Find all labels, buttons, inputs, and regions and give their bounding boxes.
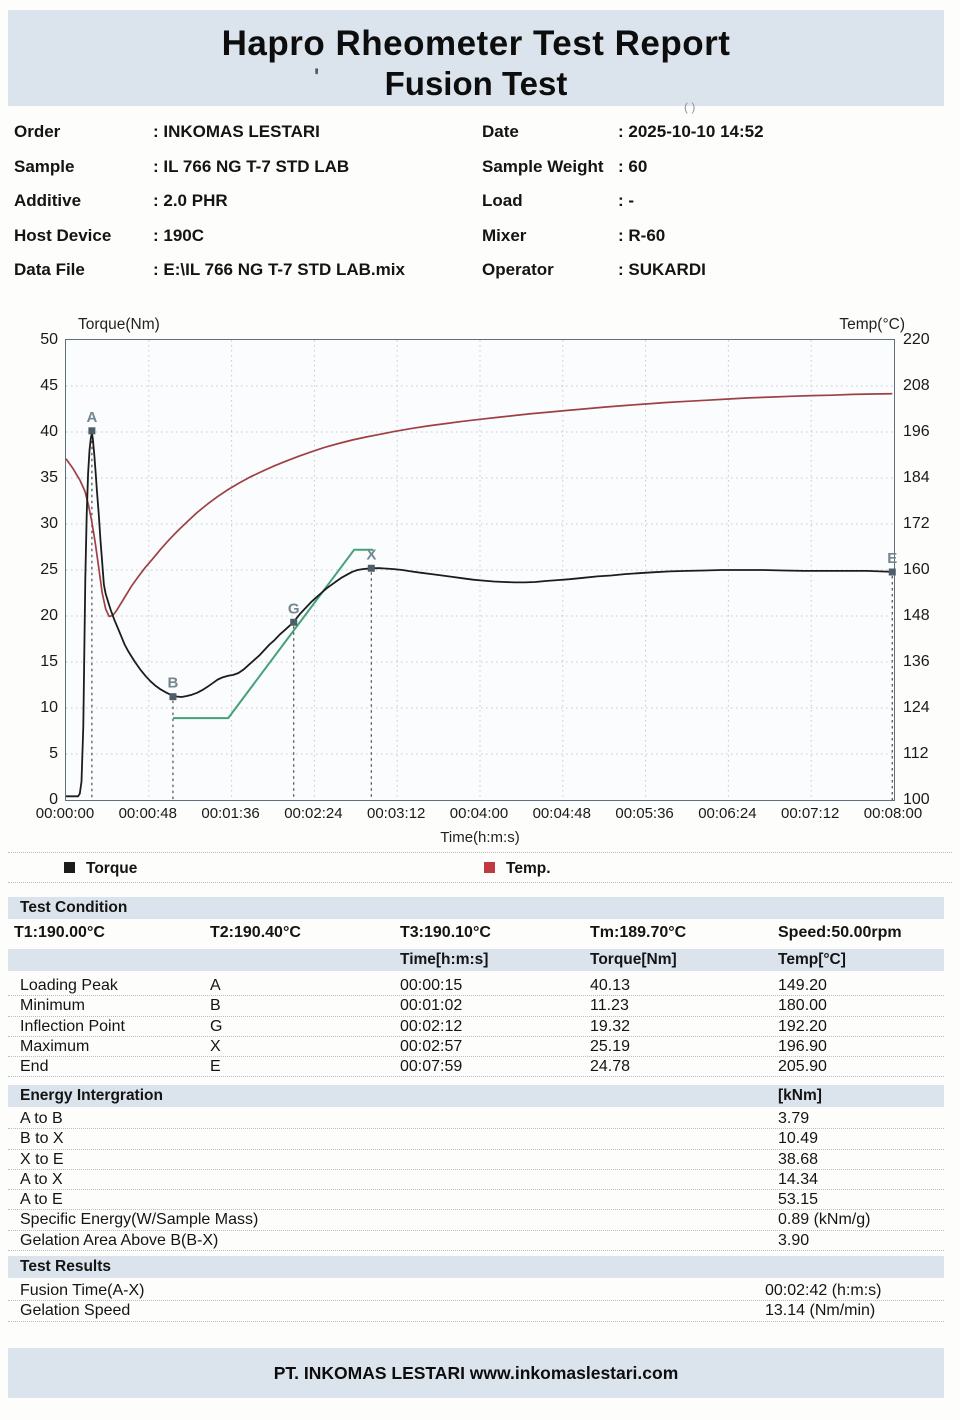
point-label-X: X xyxy=(366,546,377,564)
x-axis-title: Time(h:m:s) xyxy=(440,829,520,846)
point-marker-X xyxy=(368,565,375,572)
col-time: Time[h:m:s] xyxy=(400,951,489,968)
info-field xyxy=(482,226,942,250)
report-title: Hapro Rheometer Test Report xyxy=(221,24,731,63)
right-axis-title: Temp(°C) xyxy=(839,316,905,333)
x-tick: 00:05:36 xyxy=(615,805,674,822)
temp-reading: T2:190.40°C xyxy=(210,924,301,941)
energy-value: 10.49 xyxy=(778,1130,819,1148)
energy-value: 53.15 xyxy=(778,1191,819,1209)
section-header-energy xyxy=(8,1085,944,1107)
right-tick: 184 xyxy=(903,469,930,486)
table-row xyxy=(8,1190,944,1210)
left-axis-title: Torque(Nm) xyxy=(78,316,160,333)
temp-reading: Speed:50.00rpm xyxy=(778,924,902,941)
x-tick: 00:06:24 xyxy=(698,805,757,822)
info-label: Sample xyxy=(14,156,75,176)
left-tick: 40 xyxy=(40,423,58,440)
energy-value: 3.90 xyxy=(778,1231,810,1249)
point-torque: 25.19 xyxy=(590,1037,631,1055)
result-label: Gelation Speed xyxy=(20,1302,131,1320)
point-name: Maximum xyxy=(20,1037,90,1055)
left-tick: 50 xyxy=(40,331,58,348)
section-header-test-results xyxy=(8,1256,944,1278)
footer: PT. INKOMAS LESTARI www.inkomaslestari.com xyxy=(8,1348,944,1398)
col-torque: Torque[Nm] xyxy=(590,951,677,968)
x-tick: 00:00:00 xyxy=(35,805,95,822)
table-row xyxy=(8,1281,944,1301)
right-tick: 208 xyxy=(903,377,930,394)
info-label: Sample Weight xyxy=(482,156,604,176)
info-field xyxy=(482,157,942,181)
point-temp: 149.20 xyxy=(778,977,827,994)
point-label-E: E xyxy=(887,550,898,568)
table-row xyxy=(8,976,944,996)
table-row xyxy=(8,1037,944,1057)
point-torque: 11.23 xyxy=(590,997,629,1015)
temperature-summary-row xyxy=(0,924,960,946)
point-torque: 24.78 xyxy=(590,1058,631,1076)
points-table xyxy=(8,976,944,1077)
table-row xyxy=(8,1301,944,1321)
info-field xyxy=(14,122,474,146)
point-name: End xyxy=(20,1058,49,1076)
point-symbol: B xyxy=(210,997,221,1015)
point-symbol: G xyxy=(210,1017,223,1035)
dotted-separator xyxy=(8,852,952,853)
left-tick: 35 xyxy=(40,469,58,486)
legend-torque-label: Torque xyxy=(86,860,138,877)
info-label: Data File xyxy=(14,260,85,279)
info-value: : E:\IL 766 NG T-7 STD LAB.mix xyxy=(153,260,405,279)
temp-legend-swatch xyxy=(484,862,495,873)
info-field xyxy=(482,122,942,146)
result-value: 00:02:42 (h:m:s) xyxy=(765,1282,882,1299)
series-temp- xyxy=(66,394,892,617)
test-condition-title: Test Condition xyxy=(20,899,128,916)
left-tick: 5 xyxy=(49,745,58,762)
point-time: 00:07:59 xyxy=(400,1058,463,1076)
point-label-B: B xyxy=(167,674,179,692)
energy-label: B to X xyxy=(20,1130,64,1148)
x-tick: 00:04:00 xyxy=(449,805,509,822)
point-symbol: A xyxy=(210,977,221,994)
result-label: Fusion Time(A-X) xyxy=(20,1282,145,1299)
point-name: Minimum xyxy=(20,997,85,1015)
legend-temp-label: Temp. xyxy=(506,860,551,877)
info-value: : IL 766 NG T-7 STD LAB xyxy=(153,156,350,176)
right-tick: 220 xyxy=(903,331,930,348)
info-field xyxy=(482,260,942,284)
plot-area xyxy=(65,339,898,801)
temp-reading: Tm:189.70°C xyxy=(590,924,687,941)
table-row xyxy=(8,1150,944,1170)
energy-label: A to E xyxy=(20,1191,63,1209)
info-label: Additive xyxy=(14,191,82,210)
info-label: Mixer xyxy=(482,225,527,245)
dotted-separator xyxy=(8,882,952,883)
table-row xyxy=(8,1129,944,1149)
energy-value: 0.89 (kNm/g) xyxy=(778,1211,871,1229)
point-name: Inflection Point xyxy=(20,1017,125,1035)
info-label: Operator xyxy=(482,260,554,279)
table-row xyxy=(8,1210,944,1230)
test-results-title: Test Results xyxy=(20,1258,112,1275)
points-table-header xyxy=(8,949,944,971)
right-tick: 172 xyxy=(903,515,930,532)
info-field xyxy=(482,191,942,215)
point-time: 00:01:02 xyxy=(400,997,463,1015)
x-tick: 00:02:24 xyxy=(284,805,343,822)
left-tick: 30 xyxy=(40,515,58,532)
point-name: Loading Peak xyxy=(20,977,118,994)
x-tick: 00:08:00 xyxy=(863,805,923,822)
table-row xyxy=(8,1057,944,1077)
point-symbol: X xyxy=(210,1037,221,1055)
energy-value: 3.79 xyxy=(778,1110,810,1127)
table-row xyxy=(8,1231,944,1251)
right-tick: 112 xyxy=(903,745,929,762)
info-field xyxy=(14,157,474,181)
right-tick: 196 xyxy=(903,423,930,440)
table-row xyxy=(8,1109,944,1129)
left-tick: 10 xyxy=(40,699,58,716)
info-value: : 2025-10-10 14:52 xyxy=(618,122,764,141)
table-row xyxy=(8,1017,944,1037)
left-tick: 25 xyxy=(40,561,58,578)
point-marker-A xyxy=(88,427,95,434)
x-tick: 00:07:12 xyxy=(780,805,840,822)
right-tick: 160 xyxy=(903,561,930,578)
result-value: 13.14 (Nm/min) xyxy=(765,1302,876,1320)
table-row xyxy=(8,996,944,1016)
info-label: Date xyxy=(482,122,519,141)
scan-artifact: ' xyxy=(314,64,320,89)
info-label: Load xyxy=(482,191,523,210)
point-marker-B xyxy=(169,693,176,700)
legend-temp xyxy=(484,860,551,880)
right-tick: 148 xyxy=(903,607,930,624)
point-label-G: G xyxy=(287,600,300,618)
right-tick: 100 xyxy=(903,791,930,808)
energy-label: A to X xyxy=(20,1170,63,1188)
info-value: : INKOMAS LESTARI xyxy=(153,122,320,141)
energy-label: A to B xyxy=(20,1110,63,1127)
energy-value: 38.68 xyxy=(778,1150,819,1168)
energy-unit: [kNm] xyxy=(778,1087,822,1104)
x-tick: 00:01:36 xyxy=(201,805,260,822)
point-marker-E xyxy=(889,569,896,576)
info-value: : R-60 xyxy=(618,225,666,245)
point-torque: 19.32 xyxy=(590,1017,631,1035)
point-symbol: E xyxy=(210,1058,221,1076)
energy-label: Gelation Area Above B(B-X) xyxy=(20,1231,219,1249)
point-temp: 180.00 xyxy=(778,997,827,1015)
info-label: Host Device xyxy=(14,225,112,245)
info-field xyxy=(14,226,474,250)
info-label: Order xyxy=(14,122,61,141)
left-tick: 15 xyxy=(40,653,58,670)
point-temp: 205.90 xyxy=(778,1058,827,1076)
series-torque xyxy=(66,433,892,796)
temp-reading: T1:190.00°C xyxy=(14,924,105,941)
table-row xyxy=(8,1170,944,1190)
report-subtitle: Fusion Test xyxy=(384,65,568,102)
temp-reading: T3:190.10°C xyxy=(400,924,491,941)
info-value: : SUKARDI xyxy=(618,260,706,279)
point-marker-G xyxy=(290,619,297,626)
right-tick: 124 xyxy=(903,699,930,716)
point-label-A: A xyxy=(86,408,98,426)
info-value: : 60 xyxy=(618,156,648,176)
x-tick: 00:03:12 xyxy=(366,805,426,822)
right-tick: 136 xyxy=(903,653,930,670)
point-time: 00:02:57 xyxy=(400,1037,463,1055)
scan-artifact: ( ) xyxy=(684,100,696,114)
info-field xyxy=(14,260,474,284)
left-tick: 45 xyxy=(40,377,58,394)
point-time: 00:00:15 xyxy=(400,977,463,994)
left-tick: 20 xyxy=(40,607,58,624)
torque-legend-swatch xyxy=(64,862,75,873)
point-time: 00:02:12 xyxy=(400,1017,463,1035)
title-band xyxy=(8,10,944,106)
point-temp: 192.20 xyxy=(778,1017,827,1035)
energy-label: X to E xyxy=(20,1150,64,1168)
info-field xyxy=(14,191,474,215)
results-table xyxy=(8,1281,944,1322)
energy-label: Specific Energy(W/Sample Mass) xyxy=(20,1211,259,1229)
left-tick: 0 xyxy=(49,791,58,808)
info-value: : 190C xyxy=(153,225,205,245)
point-torque: 40.13 xyxy=(590,977,631,994)
energy-value: 14.34 xyxy=(778,1170,819,1188)
info-value: : - xyxy=(618,191,635,210)
legend-torque xyxy=(64,860,137,880)
energy-table xyxy=(8,1109,944,1251)
point-temp: 196.90 xyxy=(778,1037,827,1055)
x-tick: 00:00:48 xyxy=(118,805,177,822)
section-header-test-condition xyxy=(8,897,944,919)
series-gelation-tangent xyxy=(173,550,373,718)
x-tick: 00:04:48 xyxy=(532,805,591,822)
energy-title: Energy Intergration xyxy=(20,1087,163,1104)
info-value: : 2.0 PHR xyxy=(153,191,228,210)
col-temp: Temp[°C] xyxy=(778,951,846,968)
